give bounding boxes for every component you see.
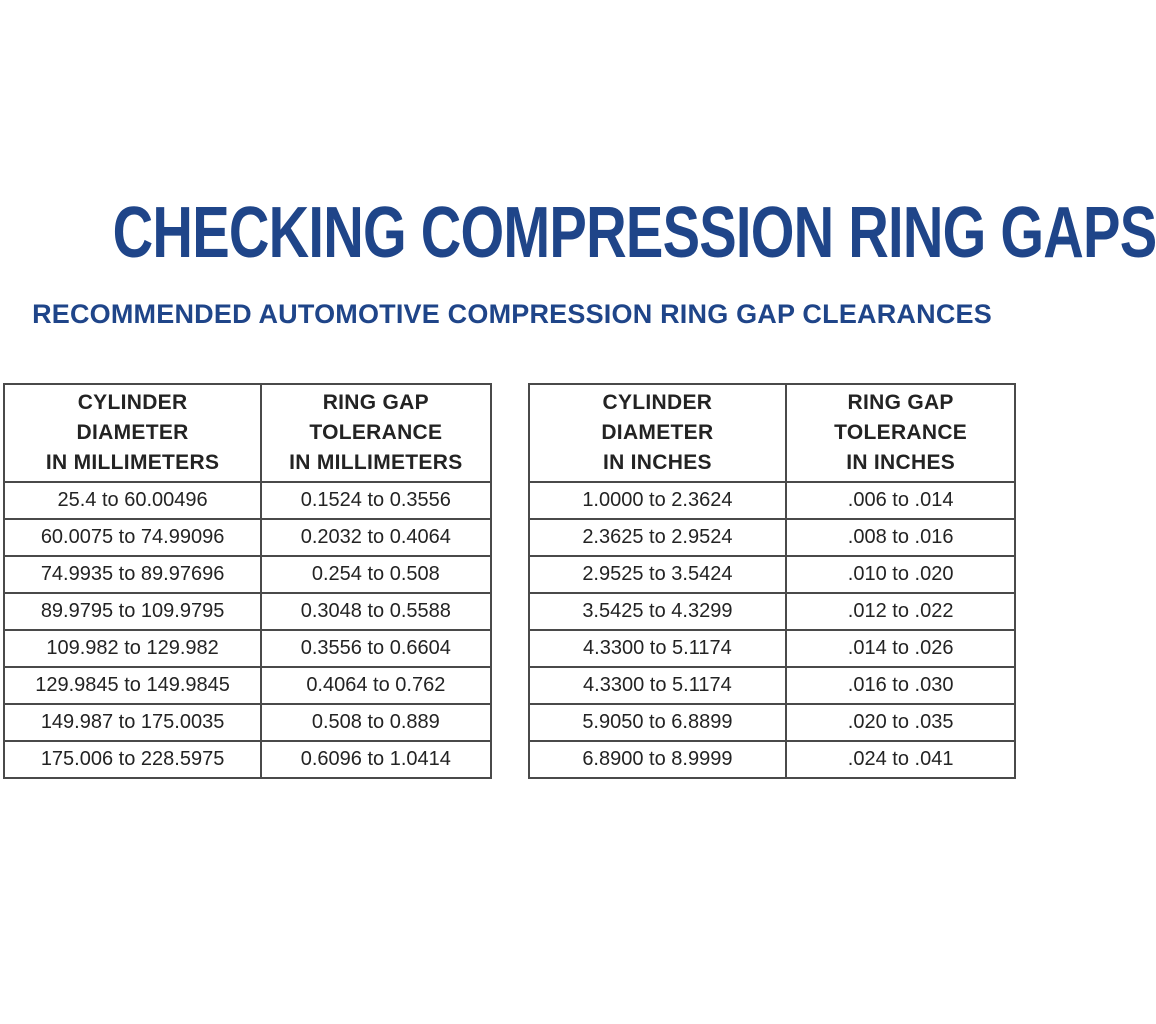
table-cell: 0.4064 to 0.762 [261, 667, 490, 704]
table-cell: 0.1524 to 0.3556 [261, 482, 490, 519]
table-row [4, 519, 491, 556]
table-row [4, 593, 491, 630]
table-cell: 109.982 to 129.982 [4, 630, 261, 667]
tables-container [3, 383, 1016, 779]
table-cell: 6.8900 to 8.9999 [529, 741, 787, 778]
header-line: RING GAP [847, 391, 954, 414]
table-cell: 0.508 to 0.889 [261, 704, 490, 741]
table-cell: .008 to .016 [786, 519, 1015, 556]
table-row [529, 482, 1016, 519]
table-cell: .014 to .026 [786, 630, 1015, 667]
table-cell: 60.0075 to 74.99096 [4, 519, 261, 556]
table-cell: 0.6096 to 1.0414 [261, 741, 490, 778]
table-row [529, 704, 1016, 741]
table-cell: 2.3625 to 2.9524 [529, 519, 787, 556]
table-cell: 74.9935 to 89.97696 [4, 556, 261, 593]
table-cell: .016 to .030 [786, 667, 1015, 704]
table-row [4, 667, 491, 704]
table-cell: .024 to .041 [786, 741, 1015, 778]
table-cell: .006 to .014 [786, 482, 1015, 519]
header-line: DIAMETER [601, 421, 714, 444]
table-cell: 3.5425 to 4.3299 [529, 593, 787, 630]
table-cell: 2.9525 to 3.5424 [529, 556, 787, 593]
table-cell: 25.4 to 60.00496 [4, 482, 261, 519]
table-cell: 4.3300 to 5.1174 [529, 630, 787, 667]
table-row [529, 519, 1016, 556]
table-cell: 175.006 to 228.5975 [4, 741, 261, 778]
table-cell: 89.9795 to 109.9795 [4, 593, 261, 630]
table-header-row [529, 384, 1016, 482]
header-line: DIAMETER [76, 421, 189, 444]
table-row [529, 741, 1016, 778]
table-row [529, 630, 1016, 667]
mm-ring-gap-tolerance-header [261, 384, 490, 482]
table-cell: .012 to .022 [786, 593, 1015, 630]
table-cell: 0.3048 to 0.5588 [261, 593, 490, 630]
header-line: TOLERANCE [834, 421, 968, 444]
header-line: CYLINDER [602, 391, 713, 414]
table-cell: 0.254 to 0.508 [261, 556, 490, 593]
table-cell: 149.987 to 175.0035 [4, 704, 261, 741]
header-line: IN INCHES [846, 451, 956, 474]
table-row [529, 556, 1016, 593]
table-row [4, 741, 491, 778]
table-header-row [4, 384, 491, 482]
table-row [4, 556, 491, 593]
header-line: IN MILLIMETERS [45, 451, 220, 474]
table-cell: 4.3300 to 5.1174 [529, 667, 787, 704]
page-subtitle: RECOMMENDED AUTOMOTIVE COMPRESSION RING GAP CLEARANCES [32, 299, 992, 329]
mm-cylinder-diameter-header [4, 384, 261, 482]
header-line: IN MILLIMETERS [289, 451, 463, 474]
page-title: CHECKING COMPRESSION RING GAPS [112, 193, 1156, 273]
table-cell: 0.2032 to 0.4064 [261, 519, 490, 556]
table-row [4, 482, 491, 519]
millimeters-table [3, 383, 492, 779]
inches-table [528, 383, 1017, 779]
in-ring-gap-tolerance-header [786, 384, 1015, 482]
table-row [529, 667, 1016, 704]
in-cylinder-diameter-header [529, 384, 787, 482]
header-line: CYLINDER [77, 391, 188, 414]
table-cell: 5.9050 to 6.8899 [529, 704, 787, 741]
table-row [529, 593, 1016, 630]
header-line: RING GAP [322, 391, 429, 414]
table-cell: 1.0000 to 2.3624 [529, 482, 787, 519]
table-cell: 0.3556 to 0.6604 [261, 630, 490, 667]
header-line: IN INCHES [602, 451, 712, 474]
table-cell: .020 to .035 [786, 704, 1015, 741]
table-cell: 129.9845 to 149.9845 [4, 667, 261, 704]
header-line: TOLERANCE [309, 421, 443, 444]
table-cell: .010 to .020 [786, 556, 1015, 593]
table-row [4, 630, 491, 667]
table-row [4, 704, 491, 741]
